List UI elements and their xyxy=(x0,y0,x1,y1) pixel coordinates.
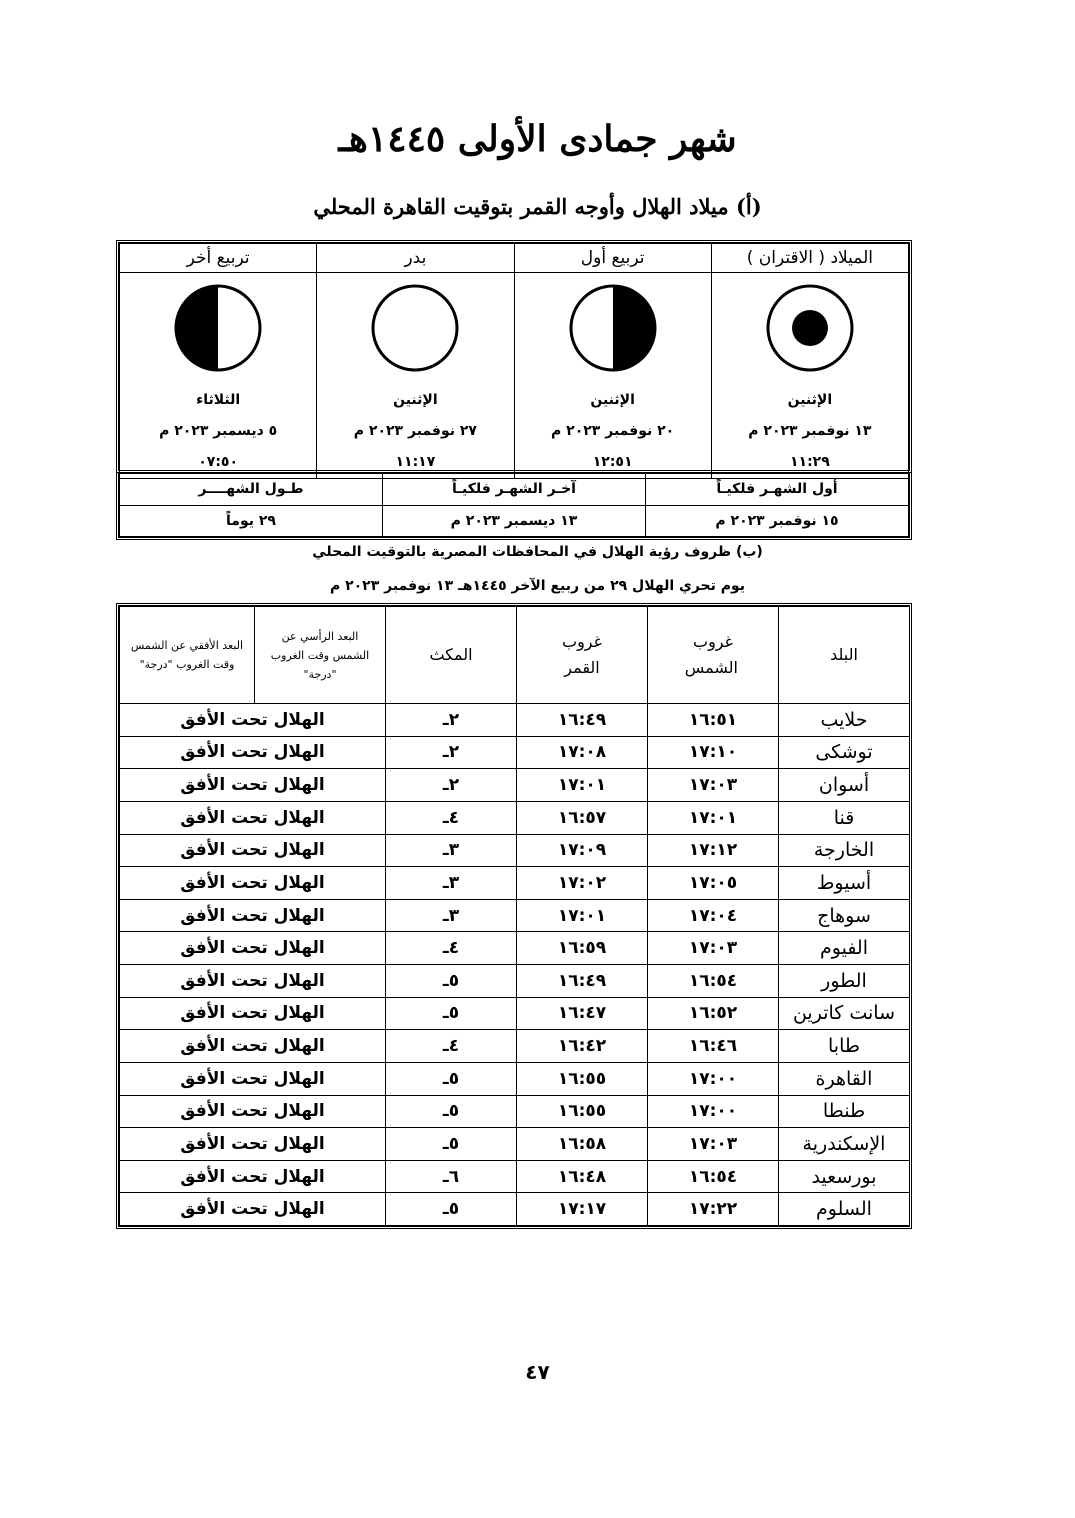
sunset-cell: ١٧:٢٢ xyxy=(648,1193,779,1226)
condition-cell: الهلال تحت الأفق xyxy=(120,1062,386,1095)
condition-cell: الهلال تحت الأفق xyxy=(120,769,386,802)
table-row xyxy=(120,867,910,900)
phase-date: ٢٧ نوفمبر ٢٠٢٣ م xyxy=(353,423,477,439)
condition-cell: الهلال تحت الأفق xyxy=(120,867,386,900)
city-cell: بورسعيد xyxy=(779,1160,910,1193)
phase-day: الإثنين xyxy=(590,392,635,408)
table-row xyxy=(120,1193,910,1226)
duration-cell: ٣ـ xyxy=(386,899,517,932)
duration-cell: ٢ـ xyxy=(386,769,517,802)
last-quarter-icon xyxy=(173,283,263,373)
page-title: شهر جمادى الأولى ١٤٤٥هـ xyxy=(338,118,737,160)
phase-label: تربيع أخر xyxy=(120,244,317,273)
city-cell: أسوان xyxy=(779,769,910,802)
condition-cell: الهلال تحت الأفق xyxy=(120,965,386,998)
city-cell: طابا xyxy=(779,1030,910,1063)
sunset-cell: ١٧:٠٠ xyxy=(648,1062,779,1095)
header-sunset: غروب الشمس xyxy=(648,607,779,704)
sunset-cell: ١٧:٠١ xyxy=(648,801,779,834)
moonset-cell: ١٦:٤٧ xyxy=(517,997,648,1030)
table-row xyxy=(120,704,910,737)
moonset-cell: ١٦:٤٢ xyxy=(517,1030,648,1063)
info-value: ١٣ ديسمبر ٢٠٢٣ م xyxy=(383,505,646,537)
phase-cell xyxy=(120,273,317,479)
city-cell: توشكى xyxy=(779,736,910,769)
condition-cell: الهلال تحت الأفق xyxy=(120,1193,386,1226)
duration-cell: ٣ـ xyxy=(386,867,517,900)
sunset-cell: ١٧:٠٤ xyxy=(648,899,779,932)
duration-cell: ٥ـ xyxy=(386,1193,517,1226)
month-info-table xyxy=(116,473,912,540)
full-moon-icon xyxy=(370,283,460,373)
visibility-table-body xyxy=(120,704,910,1226)
sunset-cell: ١٧:٠٠ xyxy=(648,1095,779,1128)
table-row xyxy=(120,899,910,932)
condition-cell: الهلال تحت الأفق xyxy=(120,1095,386,1128)
sunset-cell: ١٧:٠٣ xyxy=(648,932,779,965)
section-b-subtitle: يوم تحري الهلال ٢٩ من ربيع الآخر ١٤٤٥هـ ١٣ نوفمبر ٢٠٢٣ م xyxy=(329,578,746,594)
duration-cell: ٣ـ xyxy=(386,834,517,867)
moon-phases-table xyxy=(116,240,912,473)
phase-date: ١٣ نوفمبر ٢٠٢٣ م xyxy=(748,423,872,439)
city-cell: حلايب xyxy=(779,704,910,737)
header-duration: المكث xyxy=(386,607,517,704)
info-header: أول الشهـر فلكيـاً xyxy=(646,474,909,506)
phase-cell xyxy=(711,273,908,479)
duration-cell: ٦ـ xyxy=(386,1160,517,1193)
phase-day: الإثنين xyxy=(787,392,833,408)
sunset-cell: ١٦:٥٤ xyxy=(648,965,779,998)
city-cell: سانت كاترين xyxy=(779,997,910,1030)
sunset-cell: ١٧:٠٣ xyxy=(648,1128,779,1161)
duration-cell: ٢ـ xyxy=(386,704,517,737)
info-header: طـول الشهــــر xyxy=(120,474,383,506)
table-row xyxy=(120,997,910,1030)
info-header: آخـر الشهـر فلكيـاً xyxy=(383,474,646,506)
phase-time: ١٢:٥١ xyxy=(592,454,633,470)
sunset-cell: ١٧:٠٣ xyxy=(648,769,779,802)
phase-day: الثلاثاء xyxy=(196,392,241,408)
duration-cell: ٥ـ xyxy=(386,1095,517,1128)
condition-cell: الهلال تحت الأفق xyxy=(120,704,386,737)
table-row xyxy=(120,932,910,965)
duration-cell: ٥ـ xyxy=(386,1128,517,1161)
sunset-cell: ١٦:٤٦ xyxy=(648,1030,779,1063)
moonset-cell: ١٦:٥٥ xyxy=(517,1095,648,1128)
phase-label: بدر xyxy=(317,244,514,273)
city-cell: الفيوم xyxy=(779,932,910,965)
header-horizontal-distance: البعد الأفقي عن الشمس وقت الغروب "درجة" xyxy=(120,607,255,704)
table-row xyxy=(120,736,910,769)
duration-cell: ٤ـ xyxy=(386,801,517,834)
table-row xyxy=(120,801,910,834)
moonset-cell: ١٦:٥٧ xyxy=(517,801,648,834)
new-moon-icon xyxy=(765,283,855,373)
phase-time: ٠٧:٥٠ xyxy=(198,454,239,470)
moonset-cell: ١٦:٥٥ xyxy=(517,1062,648,1095)
city-cell: طنطا xyxy=(779,1095,910,1128)
duration-cell: ٢ـ xyxy=(386,736,517,769)
section-b-title: (ب) ظروف رؤية الهلال في المحافظات المصرية بالتوقيت المحلي xyxy=(312,544,763,560)
phase-label: الميلاد ( الاقتران ) xyxy=(711,244,908,273)
table-row xyxy=(120,965,910,998)
city-cell: الطور xyxy=(779,965,910,998)
duration-cell: ٤ـ xyxy=(386,1030,517,1063)
phase-cell xyxy=(317,273,514,479)
table-row xyxy=(120,1128,910,1161)
phase-day: الإثنين xyxy=(393,392,438,408)
phase-date: ٥ ديسمبر ٢٠٢٣ م xyxy=(159,423,278,439)
sunset-cell: ١٦:٥٤ xyxy=(648,1160,779,1193)
table-row xyxy=(120,1095,910,1128)
table-row xyxy=(120,769,910,802)
city-cell: سوهاج xyxy=(779,899,910,932)
phase-time: ١١:٢٩ xyxy=(789,454,830,470)
condition-cell: الهلال تحت الأفق xyxy=(120,1030,386,1063)
first-quarter-icon xyxy=(568,283,658,373)
duration-cell: ٥ـ xyxy=(386,1062,517,1095)
city-cell: الإسكندرية xyxy=(779,1128,910,1161)
condition-cell: الهلال تحت الأفق xyxy=(120,1128,386,1161)
table-row xyxy=(120,834,910,867)
moonset-cell: ١٦:٤٨ xyxy=(517,1160,648,1193)
condition-cell: الهلال تحت الأفق xyxy=(120,801,386,834)
duration-cell: ٥ـ xyxy=(386,997,517,1030)
condition-cell: الهلال تحت الأفق xyxy=(120,736,386,769)
duration-cell: ٥ـ xyxy=(386,965,517,998)
city-cell: السلوم xyxy=(779,1193,910,1226)
header-moonset: غروب القمر xyxy=(517,607,648,704)
condition-cell: الهلال تحت الأفق xyxy=(120,1160,386,1193)
condition-cell: الهلال تحت الأفق xyxy=(120,834,386,867)
city-cell: قنا xyxy=(779,801,910,834)
city-cell: الخارجة xyxy=(779,834,910,867)
moonset-cell: ١٧:٠٨ xyxy=(517,736,648,769)
page-number: ٤٧ xyxy=(525,1360,550,1384)
table-row xyxy=(120,1030,910,1063)
moonset-cell: ١٦:٤٩ xyxy=(517,704,648,737)
condition-cell: الهلال تحت الأفق xyxy=(120,899,386,932)
condition-cell: الهلال تحت الأفق xyxy=(120,932,386,965)
city-cell: أسيوط xyxy=(779,867,910,900)
header-vertical-distance: البعد الرأسي عن الشمس وقت الغروب "درجة" xyxy=(255,607,386,704)
phase-label: تربيع أول xyxy=(514,244,711,273)
condition-cell: الهلال تحت الأفق xyxy=(120,997,386,1030)
sunset-cell: ١٧:٠٥ xyxy=(648,867,779,900)
section-a-title: (أ) ميلاد الهلال وأوجه القمر بتوقيت القاهرة المحلي xyxy=(313,194,762,219)
moonset-cell: ١٧:١٧ xyxy=(517,1193,648,1226)
phase-date: ٢٠ نوفمبر ٢٠٢٣ م xyxy=(551,423,675,439)
moonset-cell: ١٧:٠١ xyxy=(517,769,648,802)
sunset-cell: ١٦:٥١ xyxy=(648,704,779,737)
moonset-cell: ١٧:٠٢ xyxy=(517,867,648,900)
sunset-cell: ١٧:١٢ xyxy=(648,834,779,867)
info-value: ١٥ نوفمبر ٢٠٢٣ م xyxy=(646,505,909,537)
info-value: ٢٩ يوماً xyxy=(120,505,383,537)
moonset-cell: ١٦:٥٨ xyxy=(517,1128,648,1161)
duration-cell: ٤ـ xyxy=(386,932,517,965)
phase-cell xyxy=(514,273,711,479)
header-city: البلد xyxy=(779,607,910,704)
sunset-cell: ١٦:٥٢ xyxy=(648,997,779,1030)
sunset-cell: ١٧:١٠ xyxy=(648,736,779,769)
table-row xyxy=(120,1062,910,1095)
moonset-cell: ١٧:٠٩ xyxy=(517,834,648,867)
moonset-cell: ١٧:٠١ xyxy=(517,899,648,932)
phase-time: ١١:١٧ xyxy=(395,454,436,470)
moonset-cell: ١٦:٥٩ xyxy=(517,932,648,965)
table-row xyxy=(120,1160,910,1193)
city-cell: القاهرة xyxy=(779,1062,910,1095)
visibility-table xyxy=(116,603,912,1229)
moonset-cell: ١٦:٤٩ xyxy=(517,965,648,998)
